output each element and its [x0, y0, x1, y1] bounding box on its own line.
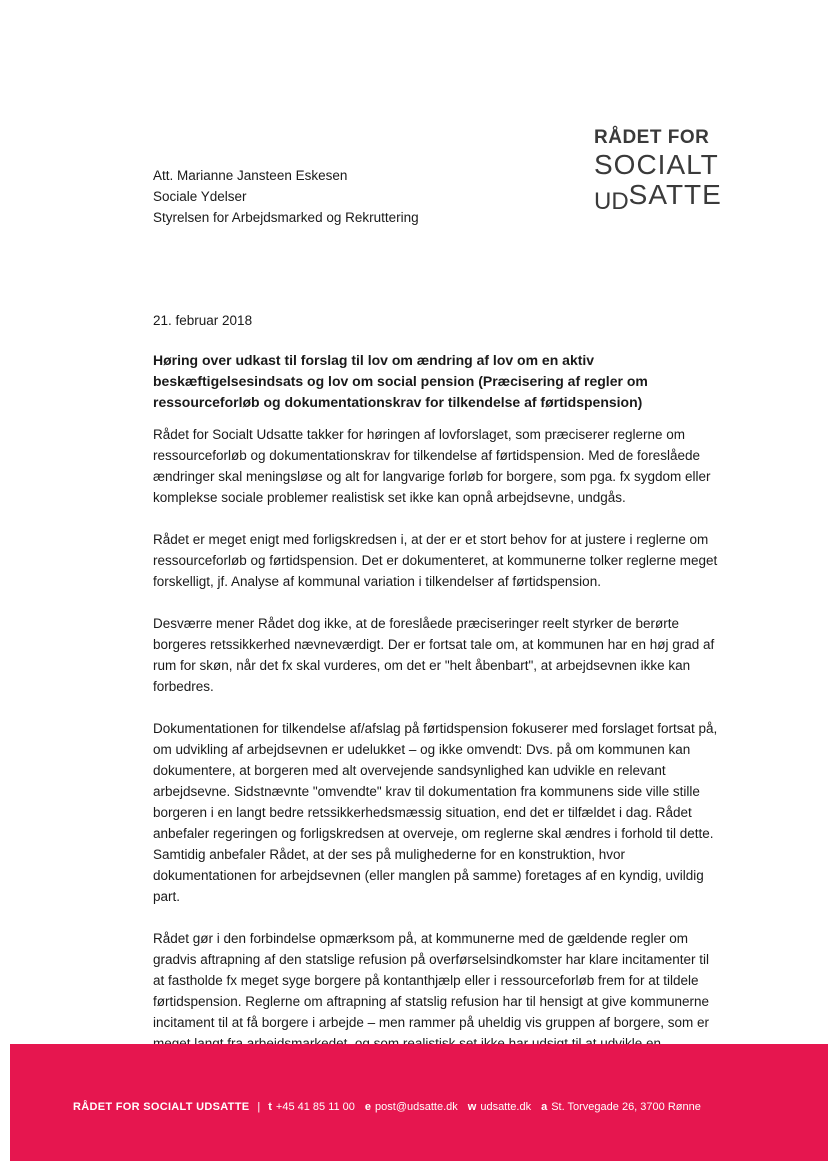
phone-label: t — [268, 1101, 272, 1113]
recipient-department: Sociale Ydelser — [153, 189, 247, 204]
logo-line-2: SOCIALT — [594, 149, 719, 180]
email-label: e — [364, 1101, 372, 1113]
email-address: post@udsatte.dk — [375, 1101, 458, 1113]
organization-logo — [594, 127, 744, 215]
phone-number: +45 41 85 11 00 — [275, 1101, 355, 1113]
recipient-address — [153, 165, 419, 228]
recipient-att: Att. Marianne Jansteen Eskesen — [153, 168, 348, 183]
logo-line-1: RÅDET FOR — [594, 127, 710, 148]
recipient-agency: Styrelsen for Arbejdsmarked og Rekruttering — [153, 210, 419, 225]
logo-satte: SATTE — [628, 179, 722, 210]
letter-date: 21. februar 2018 — [153, 313, 253, 328]
letter-title: Høring over udkast til forslag til lov om ændring af lov om en aktiv beskæftigelsesindsats og lov om social pension (Præcisering af regler om ressourceforløb og dokumentationskrav for tilkendelse af førtidspension) — [153, 352, 648, 410]
paragraph: Rådet er meget enigt med forligskredsen i, at der er et stort behov for at justere i reglerne om ressourceforløb og førtidspension. Det er dokumenteret, at kommunerne tolker reglerne meget forskelligt, jf. Analyse af kommunal variation i tilkendelser af førtidspension. — [153, 532, 718, 589]
paragraph: Desværre mener Rådet dog ikke, at de foreslåede præciseringer reelt styrker de berørte borgeres retssikkerhed nævneværdigt. Der er fortsat tale om, at kommunen har en høj grad af rum for skøn, når det fx skal vurderes, om det er "helt åbenbart", at arbejdsevnen ikke kan forbedres. — [153, 616, 715, 694]
paragraph: Dokumentationen for tilkendelse af/afslag på førtidspension fokuserer med forslaget fortsat på, om udvikling af arbejdsevnen er udelukket – og ikke omvendt: Dvs. på om kommunen kan dokumentere, at borgeren med alt overvejende sandsynlighed kan udvikle en relevant arbejdsevne. Sidstnævnte "omvendte" krav til dokumentation fra kommunens side ville stille borgeren i en langt bedre retssikkerhedsmæssig situation, end det er tilfældet i dag. Rådet anbefaler regeringen og forligskredsen at overveje, om reglerne skal ændres i forhold til dette. Samtidig anbefaler Rådet, at der ses på mulighederne for en konstruktion, hvor dokumentationen for arbejdsevnen (eller manglen på samme) foretages af en kyndig, uvildig part. — [153, 721, 718, 904]
footer-separator: | — [257, 1101, 261, 1113]
web-label: w — [467, 1101, 477, 1113]
footer-org: RÅDET FOR SOCIALT UDSATTE — [73, 1101, 250, 1113]
logo-ud: UD — [594, 188, 629, 215]
paragraph: Rådet for Socialt Udsatte takker for høringen af lovforslaget, som præciserer reglerne om ressourceforløb og dokumentationskrav for tilkendelse af førtidspension. Med de foreslåede ændringer skal meningsløse og alt for langvarige forløb for borgere, som pga. fx sygdom eller komplekse sociale problemer realistisk set ikke kan opnå arbejdsevne, undgås. — [153, 427, 711, 505]
website: udsatte.dk — [480, 1101, 532, 1113]
footer-contact — [73, 1101, 711, 1113]
paragraph: Rådet gør i den forbindelse opmærksom på, at kommunerne med de gældende regler om gradvis aftrapning af den statslige refusion på overførselsindkomster har klare incitamenter til at fastholde fx meget syge borgere på kontanthjælp eller i ressourceforløb frem for at tildele førtidspension. Reglerne om aftrapning af statslig refusion har til hensigt at give kommunerne incitament til at få borgere i arbejde – men rammer på uheldig vis gruppen af borgere, som er — [153, 931, 710, 1030]
street-address: St. Torvegade 26, 3700 Rønne — [551, 1101, 701, 1113]
address-label: a — [541, 1101, 548, 1113]
logo-line-3 — [594, 179, 744, 215]
letter-body — [153, 424, 723, 1096]
